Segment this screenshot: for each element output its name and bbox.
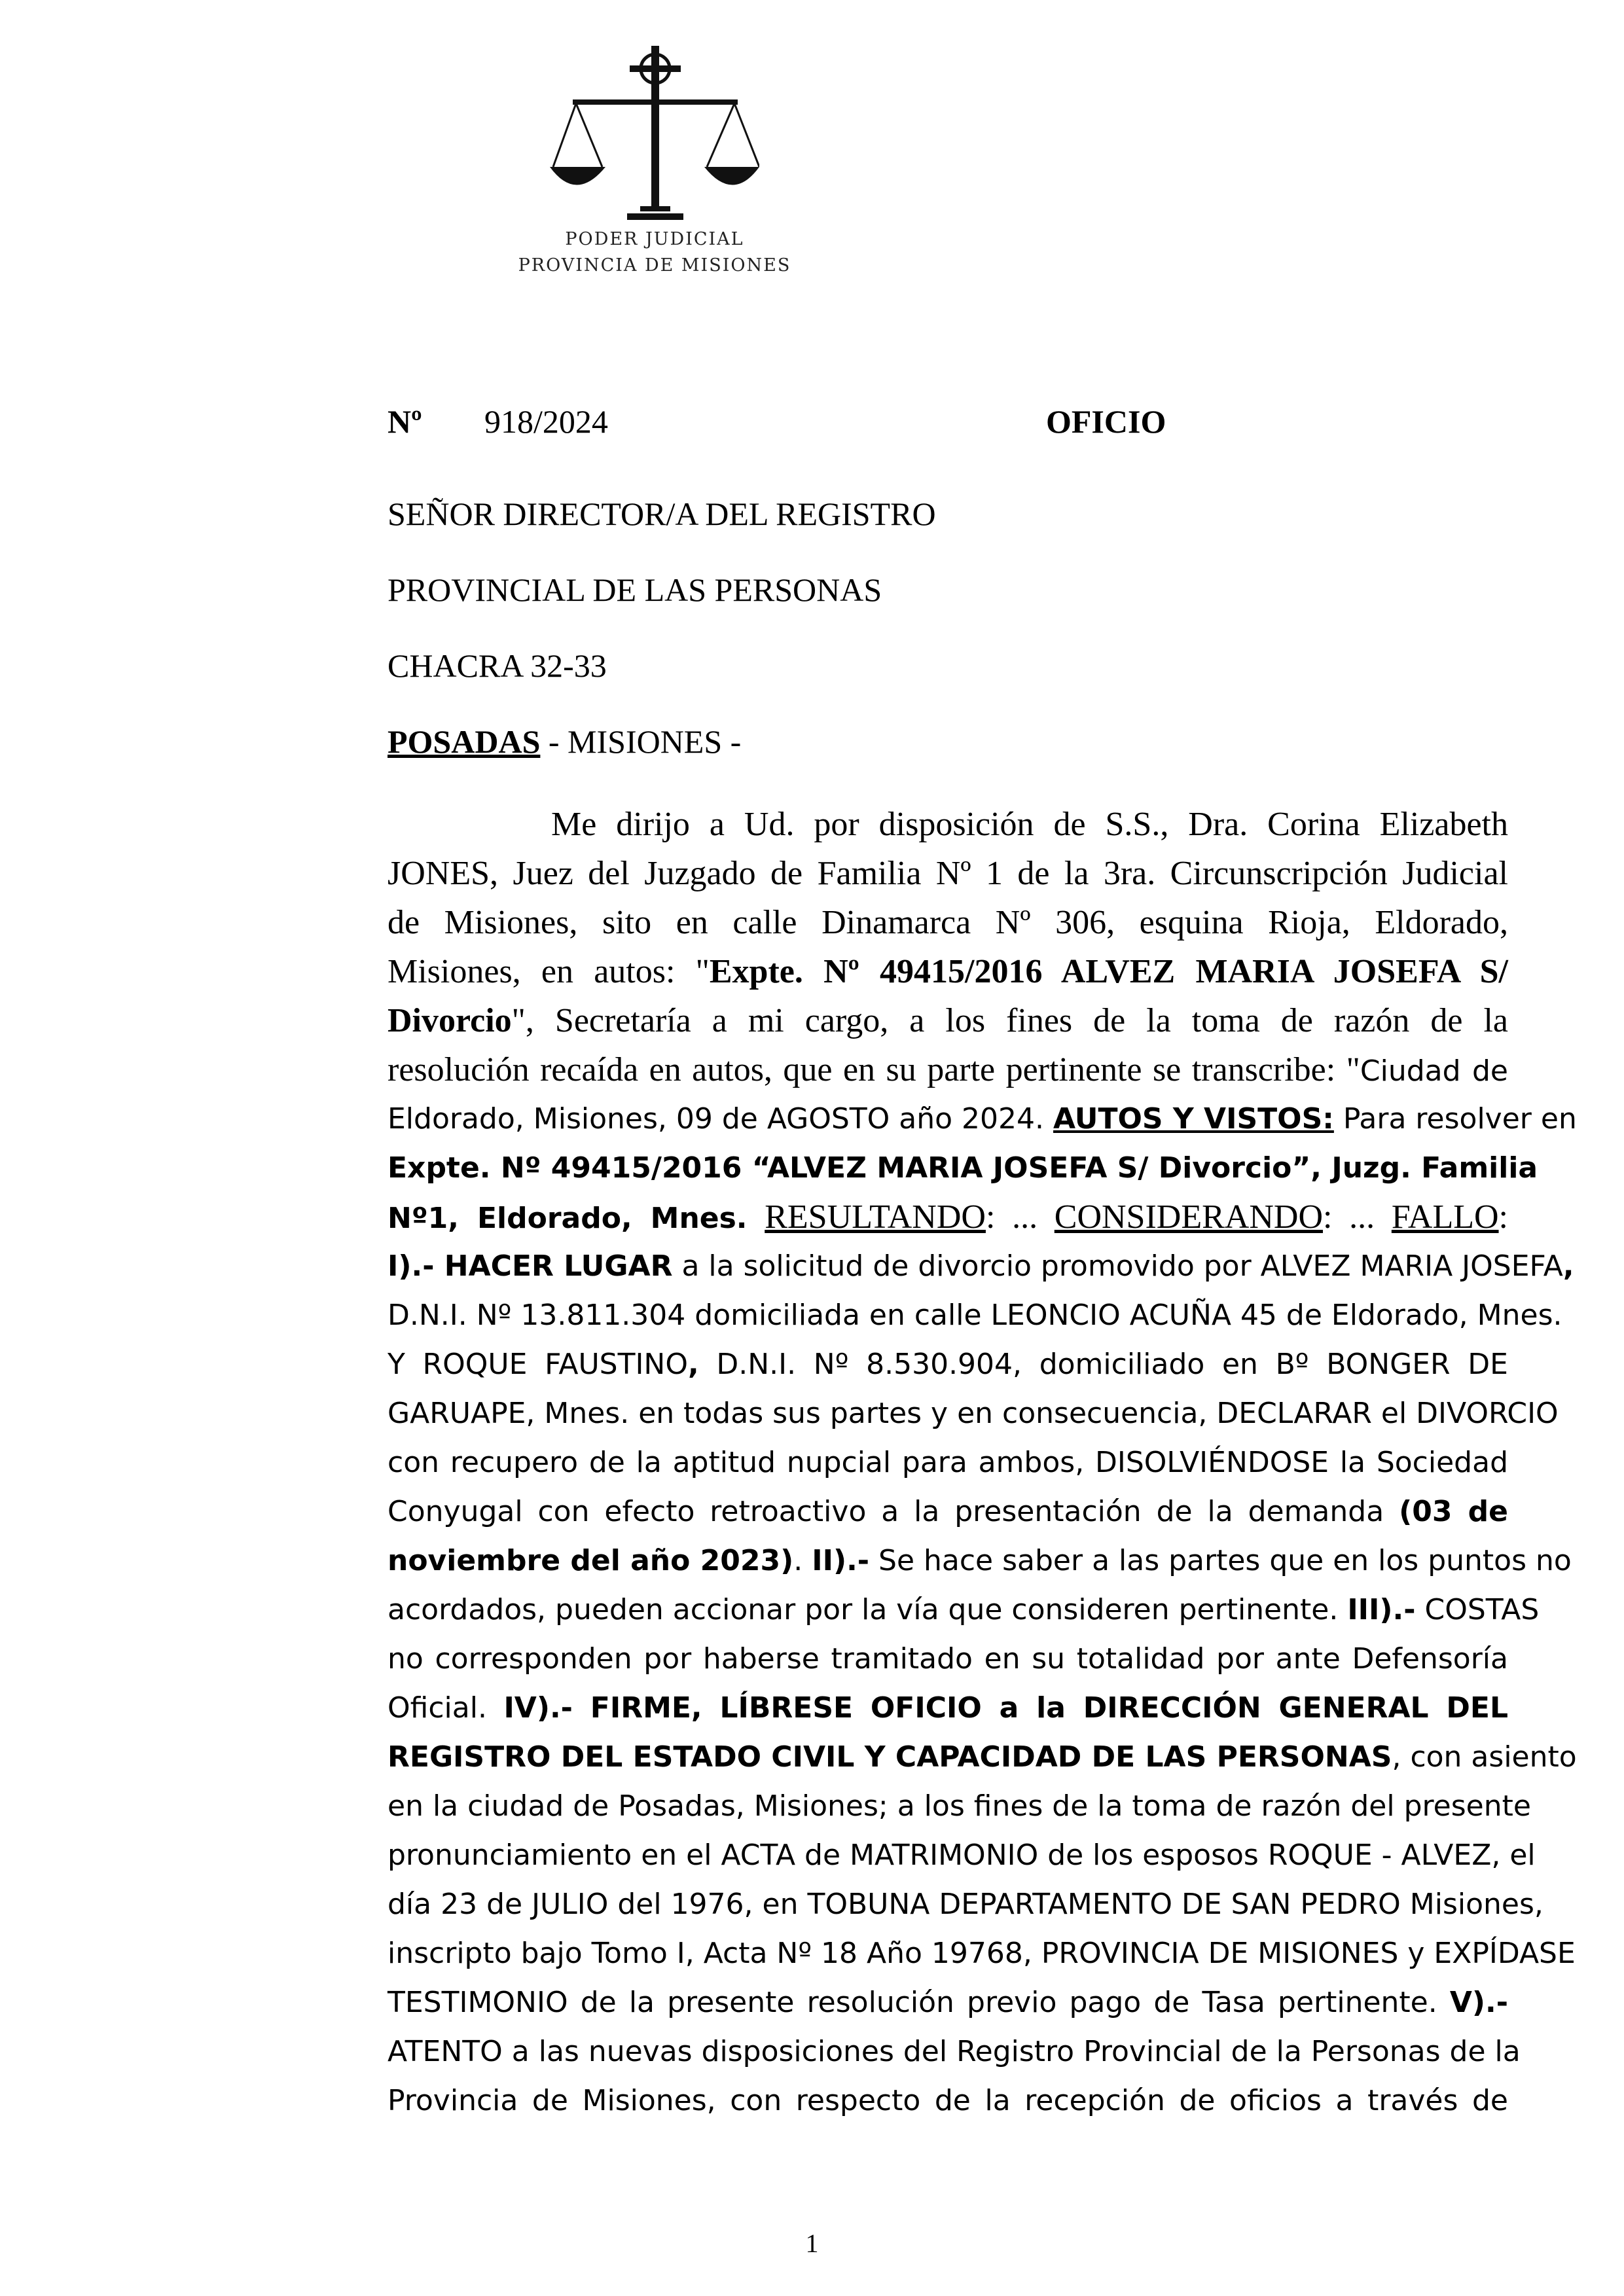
body-line xyxy=(388,1049,1508,1091)
body-line xyxy=(388,1491,1508,1533)
recipient-line: PROVINCIAL DE LAS PERSONAS xyxy=(388,571,882,608)
body-line: JONES, Juez del Juzgado de Familia Nº 1 de la 3ra. Circunscripción Judicial xyxy=(388,855,1508,892)
ruling-item: II).- xyxy=(812,1544,870,1577)
body-line xyxy=(388,1982,1508,2024)
section-heading: AUTOS Y VISTOS: xyxy=(1053,1102,1334,1136)
section-heading: FALLO xyxy=(1391,1198,1499,1236)
body-line: no corresponden por haberse tramitado en su totalidad por ante Defensoría xyxy=(388,1642,1508,1676)
body-text: Y ROQUE FAUSTINO xyxy=(388,1348,688,1381)
ruling-item: III).- xyxy=(1347,1593,1416,1626)
body-text: (03 de xyxy=(1399,1495,1509,1528)
body-line xyxy=(388,1098,1577,1140)
body-text: ", Secretaría a mi cargo, a los fines de la toma de razón de la xyxy=(511,1002,1508,1039)
body-text: resolución recaída en autos, que en su parte pertinente se transcribe: " xyxy=(388,1051,1360,1088)
body-text: Para resolver en xyxy=(1333,1102,1577,1136)
body-line: D.N.I. Nº 13.811.304 domiciliada en calle LEONCIO ACUÑA 45 de Eldorado, Mnes. xyxy=(388,1299,1562,1332)
body-line: inscripto bajo Tomo I, Acta Nº 18 Año 19768, PROVINCIA DE MISIONES y EXPÍDASE xyxy=(388,1937,1576,1970)
document-number-label: Nº xyxy=(388,403,422,440)
section-heading: RESULTANDO xyxy=(765,1198,986,1236)
ruling-item: V).- xyxy=(1449,1986,1508,2019)
body-line: Expte. Nº 49415/2016 “ALVEZ MARIA JOSEFA S/ Divorcio”, Juzg. Familia xyxy=(388,1151,1538,1185)
recipient-line: CHACRA 32-33 xyxy=(388,647,607,684)
body-line: Provincia de Misiones, con respecto de la recepción de oficios a través de xyxy=(388,2084,1508,2117)
body-line: GARUAPE, Mnes. en todas sus partes y en consecuencia, DECLARAR el DIVORCIO xyxy=(388,1397,1559,1430)
recipient-city-line xyxy=(388,723,741,761)
body-line xyxy=(388,1736,1577,1778)
body-line: de Misiones, sito en calle Dinamarca Nº 306, esquina Rioja, Eldorado, xyxy=(388,904,1508,941)
scales-of-justice-icon xyxy=(550,39,759,229)
body-line: con recupero de la aptitud nupcial para ambos, DISOLVIÉNDOSE la Sociedad xyxy=(388,1446,1508,1479)
body-line xyxy=(388,1000,1508,1042)
body-text: TESTIMONIO de la presente resolución previo pago de Tasa pertinente. xyxy=(388,1986,1450,2019)
body-text: : ... xyxy=(985,1198,1055,1236)
section-heading: CONSIDERANDO xyxy=(1054,1198,1324,1236)
body-text: Conyugal con efecto retroactivo a la presentación de la demanda xyxy=(388,1495,1399,1528)
ruling-item: I).- HACER LUGAR xyxy=(388,1249,673,1283)
document-number: 918/2024 xyxy=(484,403,608,440)
body-text: , con asiento xyxy=(1392,1740,1577,1774)
body-text: Oficial. xyxy=(388,1691,504,1725)
body-line: pronunciamiento en el ACTA de MATRIMONIO de los esposos ROQUE - ALVEZ, el xyxy=(388,1839,1536,1872)
body-text: COSTAS xyxy=(1415,1593,1540,1626)
body-text: acordados, pueden accionar por la vía que consideren pertinente. xyxy=(388,1593,1348,1626)
quoted-text: Ciudad de xyxy=(1360,1054,1508,1088)
logo-text-poder-judicial: PODER JUDICIAL xyxy=(565,229,744,249)
body-text: : xyxy=(1498,1198,1508,1236)
page-number: 1 xyxy=(805,2229,819,2258)
body-line: en la ciudad de Posadas, Misiones; a los fines de la toma de razón del presente xyxy=(388,1789,1531,1823)
case-reference: Nº1, Eldorado, Mnes. xyxy=(388,1202,748,1235)
recipient-province: - MISIONES - xyxy=(540,723,742,760)
ruling-item: IV).- FIRME, LÍBRESE OFICIO a la DIRECCIÓN GENERAL DEL xyxy=(503,1691,1508,1725)
body-text: REGISTRO DEL ESTADO CIVIL Y CAPACIDAD DE LAS PERSONAS xyxy=(388,1740,1392,1774)
judicial-logo xyxy=(511,39,799,288)
body-text: Eldorado, Misiones, 09 de AGOSTO año 2024. xyxy=(388,1102,1054,1136)
body-line: Me dirijo a Ud. por disposición de S.S., Dra. Corina Elizabeth xyxy=(551,806,1508,843)
body-line: día 23 de JULIO del 1976, en TOBUNA DEPARTAMENTO DE SAN PEDRO Misiones, xyxy=(388,1888,1543,1921)
body-text: D.N.I. Nº 8.530.904, domiciliado en Bº BONGER DE xyxy=(698,1348,1508,1381)
body-line xyxy=(388,1687,1508,1729)
body-line xyxy=(388,1589,1540,1631)
body-line xyxy=(388,1344,1508,1386)
logo-text-provincia: PROVINCIA DE MISIONES xyxy=(518,255,791,276)
body-line: ATENTO a las nuevas disposiciones del Registro Provincial de la Personas de la xyxy=(388,2035,1521,2068)
body-line xyxy=(388,1540,1572,1582)
body-line xyxy=(388,1246,1574,1287)
body-text: , xyxy=(1562,1249,1574,1283)
body-text: : ... xyxy=(1323,1198,1392,1236)
recipient-line: SEÑOR DIRECTOR/A DEL REGISTRO xyxy=(388,495,936,532)
document-type: OFICIO xyxy=(1046,403,1166,440)
body-line xyxy=(388,951,1508,993)
body-text: a la solicitud de divorcio promovido por ALVEZ MARIA JOSEFA xyxy=(672,1249,1563,1283)
body-text: Misiones, en autos: " xyxy=(388,953,710,990)
case-reference: Expte. Nº 49415/2016 ALVEZ MARIA JOSEFA S/ xyxy=(709,953,1508,990)
body-text: Se hace saber a las partes que en los puntos no xyxy=(869,1544,1572,1577)
body-text: , xyxy=(687,1348,699,1381)
body-line xyxy=(388,1196,1508,1238)
body-text: . xyxy=(793,1544,812,1577)
recipient-city: POSADAS xyxy=(388,723,541,760)
case-reference: Divorcio xyxy=(388,1002,512,1039)
body-text: noviembre del año 2023) xyxy=(388,1544,794,1577)
